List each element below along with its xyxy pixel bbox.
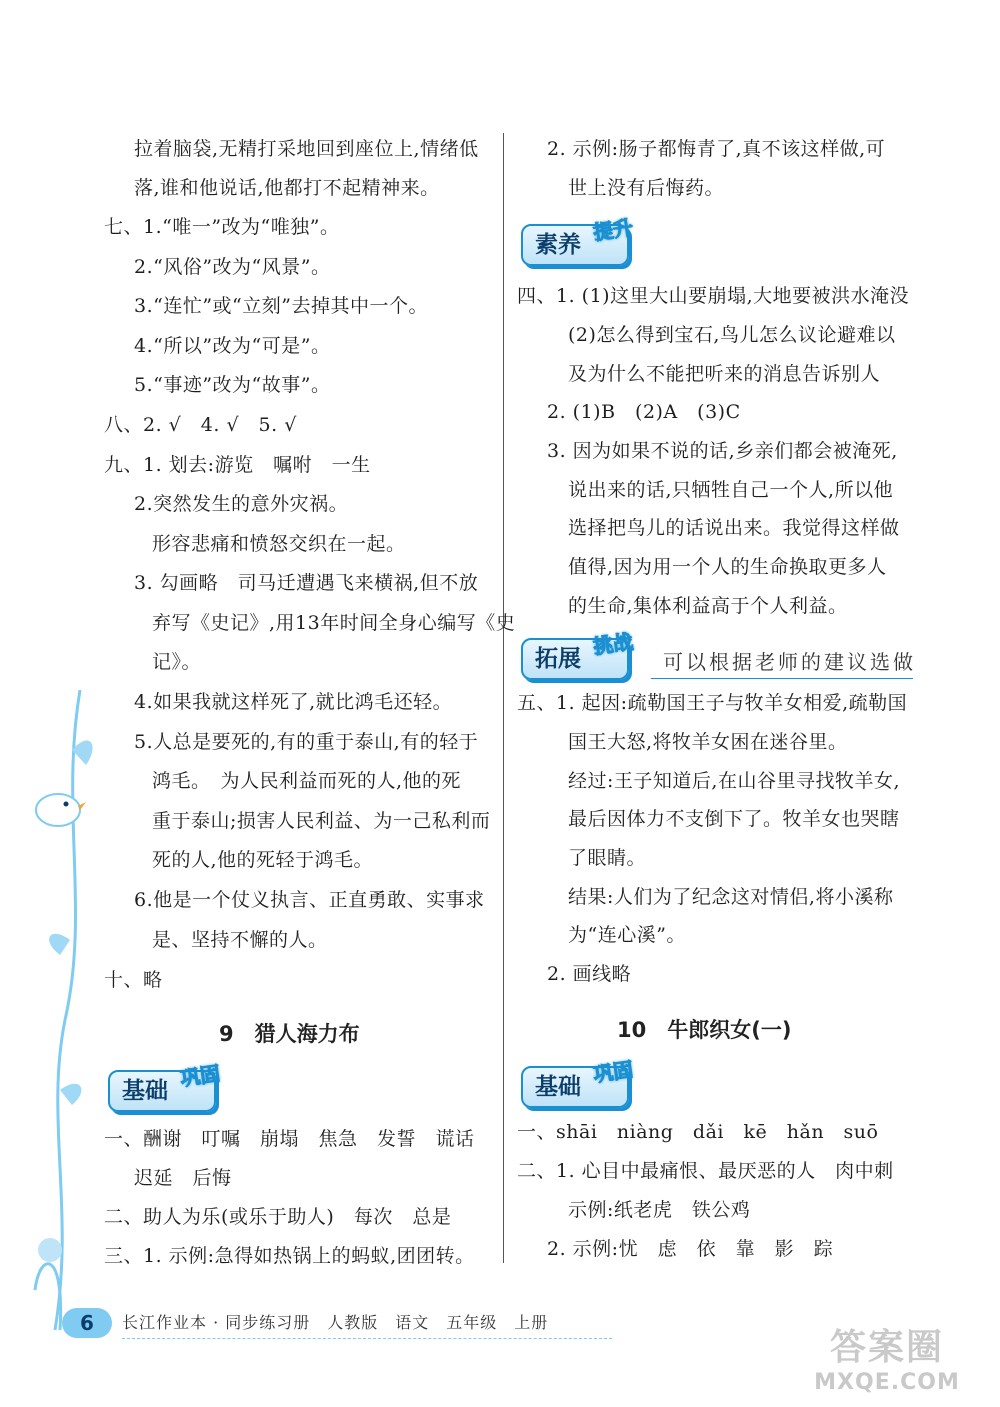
answer-line: 七、1.“唯一”改为“唯独”。 [104, 216, 340, 238]
answer-line: 弃写《史记》,用13年时间全身心编写《史 [152, 612, 516, 634]
answer-line: 形容悲痛和愤怒交织在一起。 [152, 533, 406, 555]
answer-line: 落,谁和他说话,他都打不起精神来。 [134, 177, 440, 199]
answer-line: 2. 示例:肠子都悔青了,真不该这样做,可 [547, 138, 886, 160]
answer-line: 2.“风俗”改为“风景”。 [134, 256, 331, 278]
watermark-logo: 答案圈 [829, 1327, 944, 1368]
answer-line: 3. 勾画略 司马迁遭遇飞来横祸,但不放 [134, 572, 479, 594]
badge-main: 基础 [108, 1070, 216, 1112]
answer-line: 最后因体力不支倒下了。牧羊女也哭瞎 [568, 808, 900, 830]
answer-line: 世上没有后悔药。 [568, 177, 725, 199]
badge-note: 可以根据老师的建议选做 [663, 650, 916, 674]
answer-line: 6.他是一个仗义执言、正直勇敢、实事求 [134, 889, 485, 911]
badge-sub: 巩固 [178, 1061, 222, 1091]
badge-main: 素养 [521, 224, 629, 266]
answer-line: 2. 示例:忧 虑 依 靠 影 踪 [547, 1238, 834, 1260]
answer-line: 八、2. √ 4. √ 5. √ [104, 414, 297, 436]
section-badge-suyang [521, 214, 661, 270]
answer-line: 一、酬谢 叮嘱 崩塌 焦急 发誓 谎话 [104, 1128, 475, 1150]
answer-line: 四、1. (1)这里大山要崩塌,大地要被洪水淹没 [517, 285, 910, 307]
section-badge-jichu [521, 1056, 661, 1112]
answer-line: 2. (1)B (2)A (3)C [547, 401, 741, 423]
column-divider [503, 133, 504, 1263]
lesson-title: 9 猎人海力布 [219, 1022, 360, 1046]
badge-sub: 巩固 [591, 1057, 635, 1087]
section-badge-jichu [108, 1060, 248, 1116]
answer-line: 二、1. 心目中最痛恨、最厌恶的人 肉中刺 [517, 1160, 894, 1182]
book-info: 长江作业本 · 同步练习册 人教版 语文 五年级 上册 [122, 1313, 549, 1332]
badge-sub: 挑战 [591, 629, 635, 659]
badge-main: 拓展 [521, 638, 629, 680]
answer-line: 5.人总是要死的,有的重于泰山,有的轻于 [134, 731, 479, 753]
answer-line: 示例:纸老虎 铁公鸡 [568, 1199, 751, 1221]
answer-line: 鸿毛。 为人民利益而死的人,他的死 [152, 770, 462, 792]
answer-line: 5.“事迹”改为“故事”。 [134, 374, 331, 396]
answer-line: 十、略 [104, 969, 163, 991]
answer-line: (2)怎么得到宝石,鸟儿怎么议论避难以 [568, 324, 896, 346]
answer-line: 二、助人为乐(或乐于助人) 每次 总是 [104, 1206, 452, 1228]
answer-line: 说出来的话,只牺牲自己一个人,所以他 [568, 479, 894, 501]
answer-line: 国王大怒,将牧羊女困在迷谷里。 [568, 731, 848, 753]
answer-line: 经过:王子知道后,在山谷里寻找牧羊女, [568, 770, 900, 792]
answer-line: 重于泰山;损害人民利益、为一己私利而 [152, 810, 491, 832]
answer-line: 九、1. 划去:游览 嘱咐 一生 [104, 454, 371, 476]
answer-line: 4.如果我就这样死了,就比鸿毛还轻。 [134, 691, 453, 713]
footer-divider [122, 1338, 612, 1339]
answer-line: 4.“所以”改为“可是”。 [134, 335, 331, 357]
section-badge-tuozhan [521, 628, 916, 684]
answer-line: 2.突然发生的意外灾祸。 [134, 493, 349, 515]
answer-line: 值得,因为用一个人的生命换取更多人 [568, 556, 887, 578]
answer-line: 迟延 后悔 [134, 1167, 232, 1189]
answer-line: 3.“连忙”或“立刻”去掉其中一个。 [134, 295, 428, 317]
answer-line: 是、坚持不懈的人。 [152, 929, 328, 951]
answer-line: 3. 因为如果不说的话,乡亲们都会被淹死, [547, 440, 898, 462]
badge-underline [651, 678, 913, 679]
watermark [792, 1319, 982, 1395]
badge-sub: 提升 [591, 215, 635, 245]
badge-main: 基础 [521, 1066, 629, 1108]
answer-line: 一、shāi niàng dǎi kē hǎn suō [517, 1121, 879, 1143]
answer-line: 的生命,集体利益高于个人利益。 [568, 595, 848, 617]
answer-line: 死的人,他的死轻于鸿毛。 [152, 849, 374, 871]
answer-line: 拉着脑袋,无精打采地回到座位上,情绪低 [134, 138, 479, 160]
answer-line: 五、1. 起因:疏勒国王子与牧羊女相爱,疏勒国 [517, 692, 908, 714]
page-number: 6 [62, 1308, 112, 1338]
answer-line: 为“连心溪”。 [568, 924, 686, 946]
answer-line: 2. 画线略 [547, 963, 632, 985]
answer-line: 及为什么不能把听来的消息告诉别人 [568, 363, 881, 385]
answer-line: 结果:人们为了纪念这对情侣,将小溪称 [568, 886, 894, 908]
watermark-url: MXQE.COM [814, 1370, 960, 1395]
lesson-title: 10 牛郎织女(一) [617, 1018, 792, 1042]
answer-line: 了眼睛。 [568, 847, 647, 869]
answer-line: 记》。 [152, 651, 202, 673]
answer-line: 选择把鸟儿的话说出来。我觉得这样做 [568, 517, 900, 539]
decorative-vine-illustration [20, 690, 110, 1340]
answer-line: 三、1. 示例:急得如热锅上的蚂蚁,团团转。 [104, 1245, 475, 1267]
